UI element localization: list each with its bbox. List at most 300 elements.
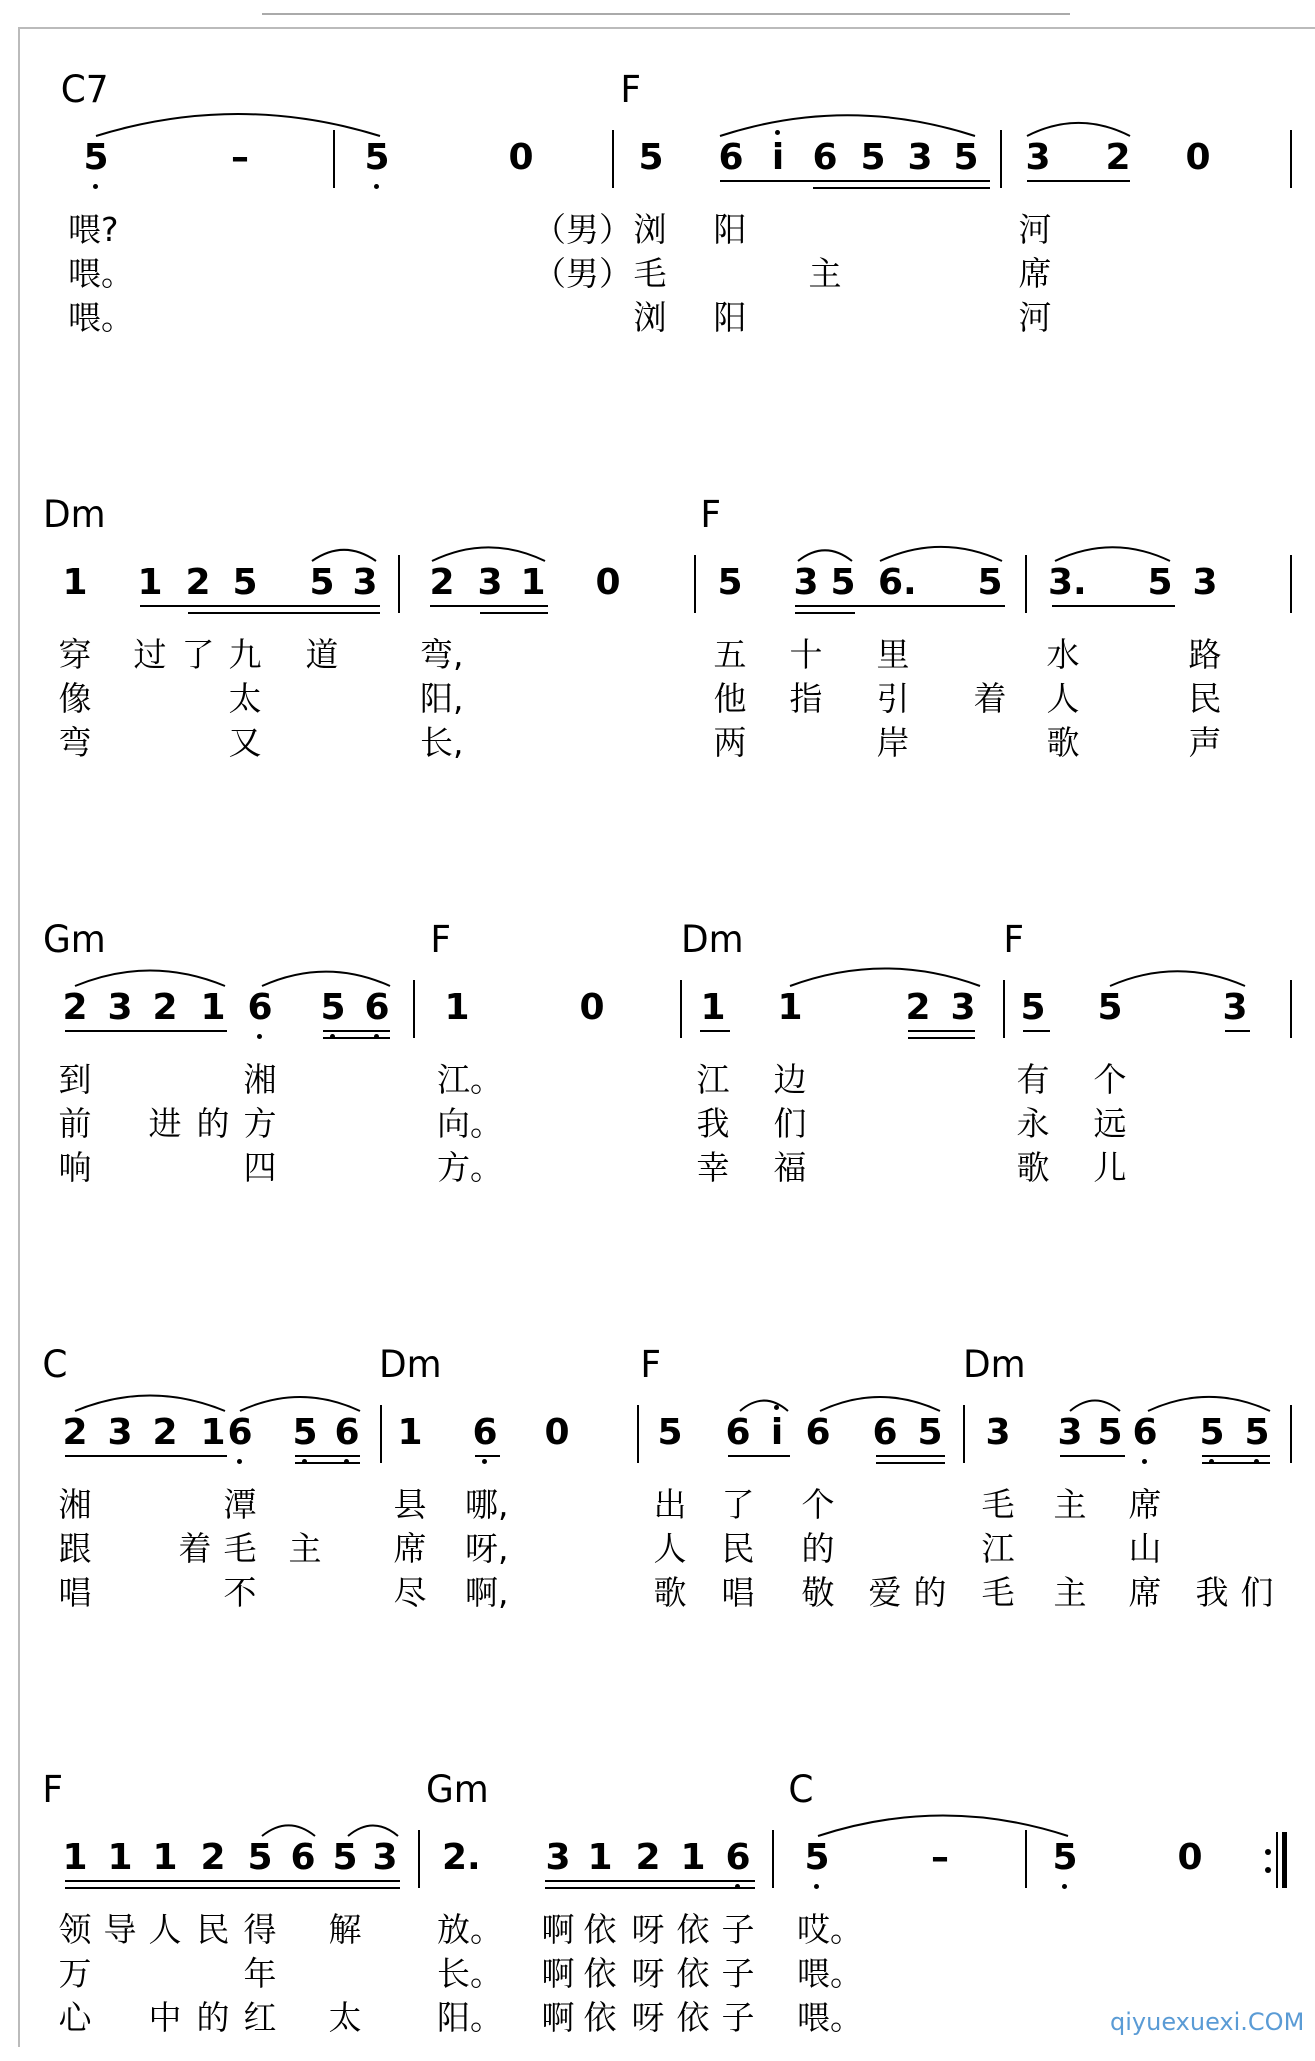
note: 1 <box>62 1837 88 1878</box>
eighth-underline <box>1052 605 1175 607</box>
note: 5 <box>1097 987 1123 1028</box>
lyric: 太 <box>328 1998 362 2037</box>
lyric: 呀 <box>631 1998 665 2037</box>
sixteenth-underline <box>1202 1462 1270 1464</box>
note: 1 <box>107 1837 133 1878</box>
note: 5 <box>717 562 743 603</box>
note: 5 <box>320 987 346 1028</box>
lyric: 依 <box>676 1954 710 1993</box>
lyric: 爱 <box>868 1573 902 1612</box>
lyric: 得 <box>243 1910 277 1949</box>
note: 5 <box>657 1412 683 1453</box>
note: 1 <box>200 987 226 1028</box>
sixteenth-underline <box>323 1037 390 1039</box>
lyric: 前 <box>58 1104 92 1143</box>
note: 2 <box>185 562 211 603</box>
note: 6 <box>718 137 744 178</box>
lyric: 毛 <box>981 1485 1015 1524</box>
lyric: 的 <box>913 1573 947 1612</box>
eighth-underline <box>430 605 548 607</box>
lyric: 个 <box>1093 1060 1127 1099</box>
lyric: 毛 <box>981 1573 1015 1612</box>
lyric: 阳, <box>420 679 464 718</box>
slur-arc <box>1055 547 1170 561</box>
note: 0 <box>544 1412 570 1453</box>
note: 1 <box>137 562 163 603</box>
octave-dot-below <box>374 184 379 189</box>
eighth-underline <box>65 1880 400 1882</box>
slur-layer <box>0 1365 1315 1425</box>
chord-symbol: F <box>700 493 721 536</box>
chord-symbol: F <box>42 1768 63 1811</box>
sixteenth-underline <box>310 612 380 614</box>
chord-symbol: C <box>42 1343 68 1386</box>
watermark: qiyuexuexi.COM <box>1110 2008 1305 2036</box>
slur-layer <box>0 1790 1315 1850</box>
lyric: 潭 <box>223 1485 257 1524</box>
slur-arc <box>880 547 1002 561</box>
lyric: 哪, <box>465 1485 509 1524</box>
lyric: 五 <box>713 635 747 674</box>
note: 0 <box>1177 1837 1203 1878</box>
lyric: 河 <box>1018 298 1052 337</box>
lyric: 红 <box>243 1998 277 2037</box>
lyric: 喂? <box>68 210 119 249</box>
lyric: 着 <box>973 679 1007 718</box>
eighth-underline <box>545 1880 755 1882</box>
note: 3 <box>372 1837 398 1878</box>
lyric: 啊 <box>541 1910 575 1949</box>
eighth-underline <box>876 1455 945 1457</box>
lyric: 民 <box>721 1529 755 1568</box>
lyric: 着 <box>178 1529 212 1568</box>
note: 5 <box>1052 1837 1078 1878</box>
eighth-underline <box>323 1030 390 1032</box>
lyric: 边 <box>773 1060 807 1099</box>
note: 3 <box>950 987 976 1028</box>
slur-arc <box>262 972 390 986</box>
lyric: 湘 <box>58 1485 92 1524</box>
note: 2 <box>62 1412 88 1453</box>
lyric: 路 <box>1188 635 1222 674</box>
note: 6. <box>878 562 917 603</box>
lyric: 向。 <box>437 1104 503 1143</box>
note: 3 <box>985 1412 1011 1453</box>
lyric: 声 <box>1188 723 1222 762</box>
note: 3 <box>107 987 133 1028</box>
octave-dot-below <box>257 1034 262 1039</box>
note: 5 <box>917 1412 943 1453</box>
lyric: 长, <box>420 723 464 762</box>
note: 6 <box>725 1412 751 1453</box>
lyric: 江。 <box>437 1060 503 1099</box>
lyric: 进 <box>148 1104 182 1143</box>
chord-symbol: Dm <box>42 493 106 536</box>
note: 3 <box>1025 137 1051 178</box>
lyric: 山 <box>1128 1529 1162 1568</box>
note: i <box>770 1412 784 1453</box>
lyric: 指 <box>789 679 823 718</box>
lyric: 席 <box>1128 1573 1162 1612</box>
note: 0 <box>1185 137 1211 178</box>
chord-symbol: Dm <box>378 1343 442 1386</box>
lyric: 浏 <box>633 298 667 337</box>
lyric: 阳。 <box>437 1998 503 2037</box>
lyric: 呀 <box>631 1910 665 1949</box>
lyric: 民 <box>1188 679 1222 718</box>
slur-arc <box>1027 123 1130 136</box>
note: 6 <box>227 1412 253 1453</box>
eighth-underline <box>700 1030 730 1032</box>
note: 6 <box>812 137 838 178</box>
lyric: 湘 <box>243 1060 277 1099</box>
note: 2 <box>152 987 178 1028</box>
eighth-underline <box>795 605 1005 607</box>
lyric: 弯 <box>58 723 92 762</box>
lyric: 喂。 <box>68 298 134 337</box>
note: 5 <box>1097 1412 1123 1453</box>
chord-symbol: Dm <box>962 1343 1026 1386</box>
lyric: 席 <box>1018 254 1052 293</box>
eighth-underline <box>1023 1030 1050 1032</box>
lyric: 引 <box>876 679 910 718</box>
lyric: 中 <box>148 1998 182 2037</box>
lyric: 喂。 <box>797 1954 863 1993</box>
note: 0 <box>508 137 534 178</box>
slur-arc <box>820 1397 940 1411</box>
note: 0 <box>579 987 605 1028</box>
lyric: 个 <box>801 1485 835 1524</box>
lyric: 阳 <box>713 210 747 249</box>
lyric: 响 <box>58 1148 92 1187</box>
eighth-underline <box>140 605 380 607</box>
lyric: 席 <box>393 1529 427 1568</box>
note: 1 <box>62 562 88 603</box>
octave-dot-below <box>1062 1884 1067 1889</box>
note: 1 <box>152 1837 178 1878</box>
lyric: （男） <box>533 254 632 293</box>
note: 6 <box>472 1412 498 1453</box>
note: – <box>931 1837 949 1878</box>
sixteenth-underline <box>876 1462 945 1464</box>
lyric: 依 <box>676 1998 710 2037</box>
lyric: 浏 <box>633 210 667 249</box>
lyric: 解 <box>328 1910 362 1949</box>
lyric: 子 <box>721 1954 755 1993</box>
note: 5 <box>247 1837 273 1878</box>
lyric: 江 <box>696 1060 730 1099</box>
lyric: 哎。 <box>797 1910 863 1949</box>
slur-arc <box>798 550 852 561</box>
note: – <box>231 137 249 178</box>
note: 6 <box>725 1837 751 1878</box>
lyric: 毛 <box>633 254 667 293</box>
lyric: 阳 <box>713 298 747 337</box>
note: 6 <box>872 1412 898 1453</box>
top-rule <box>262 13 1070 15</box>
note: 5 <box>638 137 664 178</box>
note: 3 <box>352 562 378 603</box>
eighth-underline <box>1060 1455 1125 1457</box>
lyric: 太 <box>228 679 262 718</box>
lyric: 像 <box>58 679 92 718</box>
lyric: 福 <box>773 1148 807 1187</box>
lyric: 方 <box>243 1104 277 1143</box>
note: 5 <box>1244 1412 1270 1453</box>
lyric: 弯, <box>420 635 464 674</box>
slur-arc <box>348 1826 398 1837</box>
lyric: 依 <box>583 1998 617 2037</box>
lyric: 尽 <box>393 1573 427 1612</box>
lyric: 喂。 <box>797 1998 863 2037</box>
note: 2 <box>152 1412 178 1453</box>
lyric: 江 <box>981 1529 1015 1568</box>
lyric: 呀, <box>465 1529 509 1568</box>
lyric: 的 <box>196 1104 230 1143</box>
octave-dot-below <box>93 184 98 189</box>
lyric: 歌 <box>653 1573 687 1612</box>
eighth-underline <box>65 1455 227 1457</box>
lyric: 十 <box>789 635 823 674</box>
lyric: 万 <box>58 1954 92 1993</box>
sixteenth-underline <box>480 612 548 614</box>
eighth-underline <box>720 180 990 182</box>
lyric: 导 <box>103 1910 137 1949</box>
slur-arc <box>75 971 225 987</box>
sixteenth-underline <box>908 1037 975 1039</box>
page-frame-top <box>18 27 1315 29</box>
lyric: 九 <box>228 635 262 674</box>
lyric: 依 <box>676 1910 710 1949</box>
lyric: 的 <box>196 1998 230 2037</box>
lyric: 永 <box>1016 1104 1050 1143</box>
eighth-underline <box>475 1455 500 1457</box>
note: 1 <box>700 987 726 1028</box>
note: 3 <box>1222 987 1248 1028</box>
page-frame-left <box>18 27 20 2047</box>
lyric: 不 <box>223 1573 257 1612</box>
chord-symbol: Gm <box>42 918 106 961</box>
eighth-underline <box>1225 1030 1250 1032</box>
chord-symbol: Gm <box>425 1768 489 1811</box>
chord-symbol: Dm <box>680 918 744 961</box>
lyric: 喂。 <box>68 254 134 293</box>
lyric: 方。 <box>437 1148 503 1187</box>
lyric: 人 <box>653 1529 687 1568</box>
note: 5 <box>309 562 335 603</box>
lyric: 河 <box>1018 210 1052 249</box>
note: i <box>771 137 785 178</box>
lyric: 年 <box>243 1954 277 1993</box>
sixteenth-underline <box>545 1887 755 1889</box>
lyric: 们 <box>773 1104 807 1143</box>
chord-symbol: C7 <box>60 68 109 111</box>
slur-layer <box>0 940 1315 1000</box>
slur-arc <box>1110 971 1245 986</box>
slur-arc <box>790 969 980 987</box>
lyric: 们 <box>1240 1573 1274 1612</box>
slur-arc <box>432 547 545 561</box>
lyric: 民 <box>196 1910 230 1949</box>
lyric: 有 <box>1016 1060 1050 1099</box>
lyric: 席 <box>1128 1485 1162 1524</box>
lyric: 子 <box>721 1910 755 1949</box>
lyric: 县 <box>393 1485 427 1524</box>
lyric: 领 <box>58 1910 92 1949</box>
lyric: 歌 <box>1016 1148 1050 1187</box>
eighth-underline <box>295 1455 360 1457</box>
lyric: 唱 <box>58 1573 92 1612</box>
slur-arc <box>740 1401 788 1411</box>
slur-arc <box>96 114 380 136</box>
lyric: 依 <box>583 1910 617 1949</box>
note: 2 <box>635 1837 661 1878</box>
note: 5 <box>804 1837 830 1878</box>
lyric: 主 <box>288 1529 322 1568</box>
lyric: 了 <box>721 1485 755 1524</box>
eighth-underline <box>728 1455 790 1457</box>
sixteenth-underline <box>795 612 855 614</box>
note: 1 <box>444 987 470 1028</box>
note: 5 <box>364 137 390 178</box>
eighth-underline <box>908 1030 975 1032</box>
note: 5 <box>1020 987 1046 1028</box>
chord-symbol: F <box>1003 918 1024 961</box>
lyric: 主 <box>808 254 842 293</box>
note: 5 <box>1199 1412 1225 1453</box>
lyric: 唱 <box>721 1573 755 1612</box>
note: 1 <box>397 1412 423 1453</box>
lyric: 我 <box>696 1104 730 1143</box>
lyric: 呀 <box>631 1954 665 1993</box>
slur-arc <box>262 1825 315 1836</box>
lyric: 岸 <box>876 723 910 762</box>
note: 1 <box>777 987 803 1028</box>
lyric: 子 <box>721 1998 755 2037</box>
lyric: 人 <box>1046 679 1080 718</box>
slur-arc <box>720 115 975 136</box>
lyric: 远 <box>1093 1104 1127 1143</box>
lyric: 两 <box>713 723 747 762</box>
note: 3 <box>545 1837 571 1878</box>
sixteenth-underline <box>813 187 990 189</box>
note: 6 <box>364 987 390 1028</box>
note: 3 <box>1057 1412 1083 1453</box>
note: 6 <box>805 1412 831 1453</box>
note: 6 <box>1132 1412 1158 1453</box>
note: 6 <box>247 987 273 1028</box>
eighth-underline <box>65 1030 227 1032</box>
note: 3 <box>1192 562 1218 603</box>
note: 1 <box>680 1837 706 1878</box>
lyric: 出 <box>653 1485 687 1524</box>
repeat-end-barline <box>1262 1830 1302 1900</box>
chord-symbol: C <box>788 1768 814 1811</box>
lyric: 到 <box>58 1060 92 1099</box>
octave-dot-below <box>1142 1459 1147 1464</box>
chord-symbol: F <box>430 918 451 961</box>
slur-arc <box>1148 1397 1270 1411</box>
note: 5 <box>860 137 886 178</box>
lyric: 幸 <box>696 1148 730 1187</box>
lyric: 放。 <box>437 1910 503 1949</box>
lyric: 里 <box>876 635 910 674</box>
lyric: 的 <box>801 1529 835 1568</box>
eighth-underline <box>1027 180 1130 182</box>
note: 5 <box>953 137 979 178</box>
note: 2. <box>442 1837 481 1878</box>
note: 3 <box>107 1412 133 1453</box>
lyric: 依 <box>583 1954 617 1993</box>
lyric: 四 <box>243 1148 277 1187</box>
note: 0 <box>595 562 621 603</box>
note: 2 <box>62 987 88 1028</box>
note: 5 <box>1147 562 1173 603</box>
lyric: 主 <box>1053 1485 1087 1524</box>
note: 3. <box>1048 562 1087 603</box>
note: 5 <box>332 1837 358 1878</box>
lyric: 水 <box>1046 635 1080 674</box>
note: 1 <box>200 1412 226 1453</box>
note: 1 <box>587 1837 613 1878</box>
chord-symbol: F <box>620 68 641 111</box>
chord-symbol: F <box>640 1343 661 1386</box>
lyric: 主 <box>1053 1573 1087 1612</box>
slur-arc <box>240 1397 360 1411</box>
note: 2 <box>905 987 931 1028</box>
sixteenth-underline <box>295 1462 360 1464</box>
slur-arc <box>75 1396 225 1412</box>
note: 6 <box>290 1837 316 1878</box>
lyric: 毛 <box>223 1529 257 1568</box>
octave-dot-below <box>237 1459 242 1464</box>
slur-layer <box>0 90 1315 150</box>
lyric: 啊, <box>465 1573 509 1612</box>
slur-arc <box>1070 1401 1120 1412</box>
note: 6 <box>334 1412 360 1453</box>
lyric: 跟 <box>58 1529 92 1568</box>
lyric: 敬 <box>801 1573 835 1612</box>
note: 5 <box>830 562 856 603</box>
note: 1 <box>520 562 546 603</box>
lyric: 啊 <box>541 1998 575 2037</box>
slur-arc <box>818 1816 1068 1837</box>
lyric: 他 <box>713 679 747 718</box>
lyric: 啊 <box>541 1954 575 1993</box>
note: 2 <box>1105 137 1131 178</box>
lyric: 又 <box>228 723 262 762</box>
note: 3 <box>477 562 503 603</box>
lyric: 道 <box>305 635 339 674</box>
lyric: 歌 <box>1046 723 1080 762</box>
note: 5 <box>232 562 258 603</box>
note: 5 <box>83 137 109 178</box>
lyric: 儿 <box>1093 1148 1127 1187</box>
lyric: （男） <box>533 210 632 249</box>
lyric: 人 <box>148 1910 182 1949</box>
lyric: 穿 <box>58 635 92 674</box>
note: 3 <box>907 137 933 178</box>
slur-layer <box>0 515 1315 575</box>
lyric: 心 <box>58 1998 92 2037</box>
lyric: 我 <box>1195 1573 1229 1612</box>
note: 5 <box>977 562 1003 603</box>
sixteenth-underline <box>65 1887 400 1889</box>
note: 2 <box>429 562 455 603</box>
lyric: 了 <box>181 635 215 674</box>
lyric: 过 <box>133 635 167 674</box>
octave-dot-below <box>482 1459 487 1464</box>
